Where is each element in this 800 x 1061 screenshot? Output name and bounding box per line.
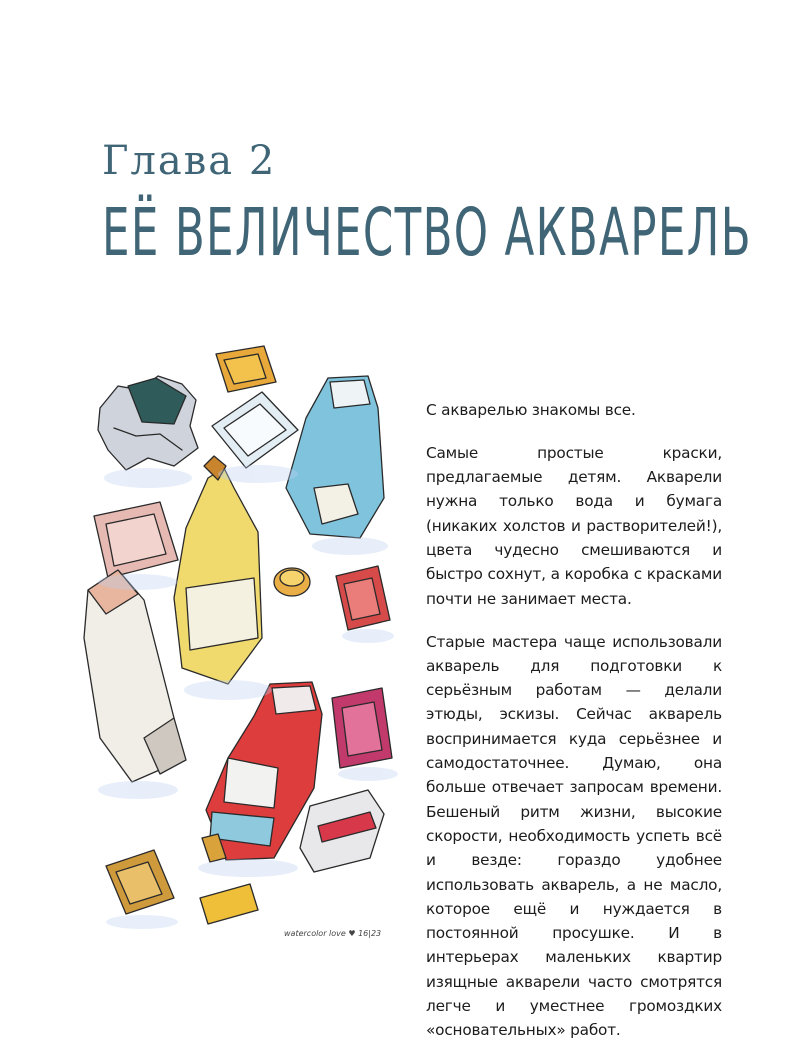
watercolor-paints-illustration: [78, 338, 423, 950]
body-text: [426, 398, 722, 1061]
chapter-title: ЕЁ ВЕЛИЧЕСТВО АКВАРЕЛЬ: [102, 194, 752, 271]
paragraph: Старые мастера чаще использовали акварель для подготовки к серьёзным работам — делали этюды, эскизы. Сейчас акварель воспринимается куда серьёзнее и самодостаточнее. Думаю, она больше отвечает запросам времени. Бешеный ритм жизни, высокие скорости, необходимость успеть всё и везде: гораздо удобнее использовать акварель, а не масло, которое ещё и нуждается в постоянной просушке. И в интерьерах маленьких квартир изящные акварели часто смотрятся легче и уместнее громоздких «основательных» работ.: [426, 632, 722, 1040]
chapter-number: Глава 2: [102, 138, 277, 184]
paragraph: Самые простые краски, предлагаемые детям. Акварели нужна только вода и бумага (никаких холстов и растворителей!), цвета чудесно смешиваются и быстро сохнут, а коробка с красками почти не занимает места.: [426, 443, 722, 608]
signature-text: watercolor love ♥ 16|23: [284, 929, 382, 938]
paragraph: С акварелью знакомы все.: [426, 401, 636, 419]
